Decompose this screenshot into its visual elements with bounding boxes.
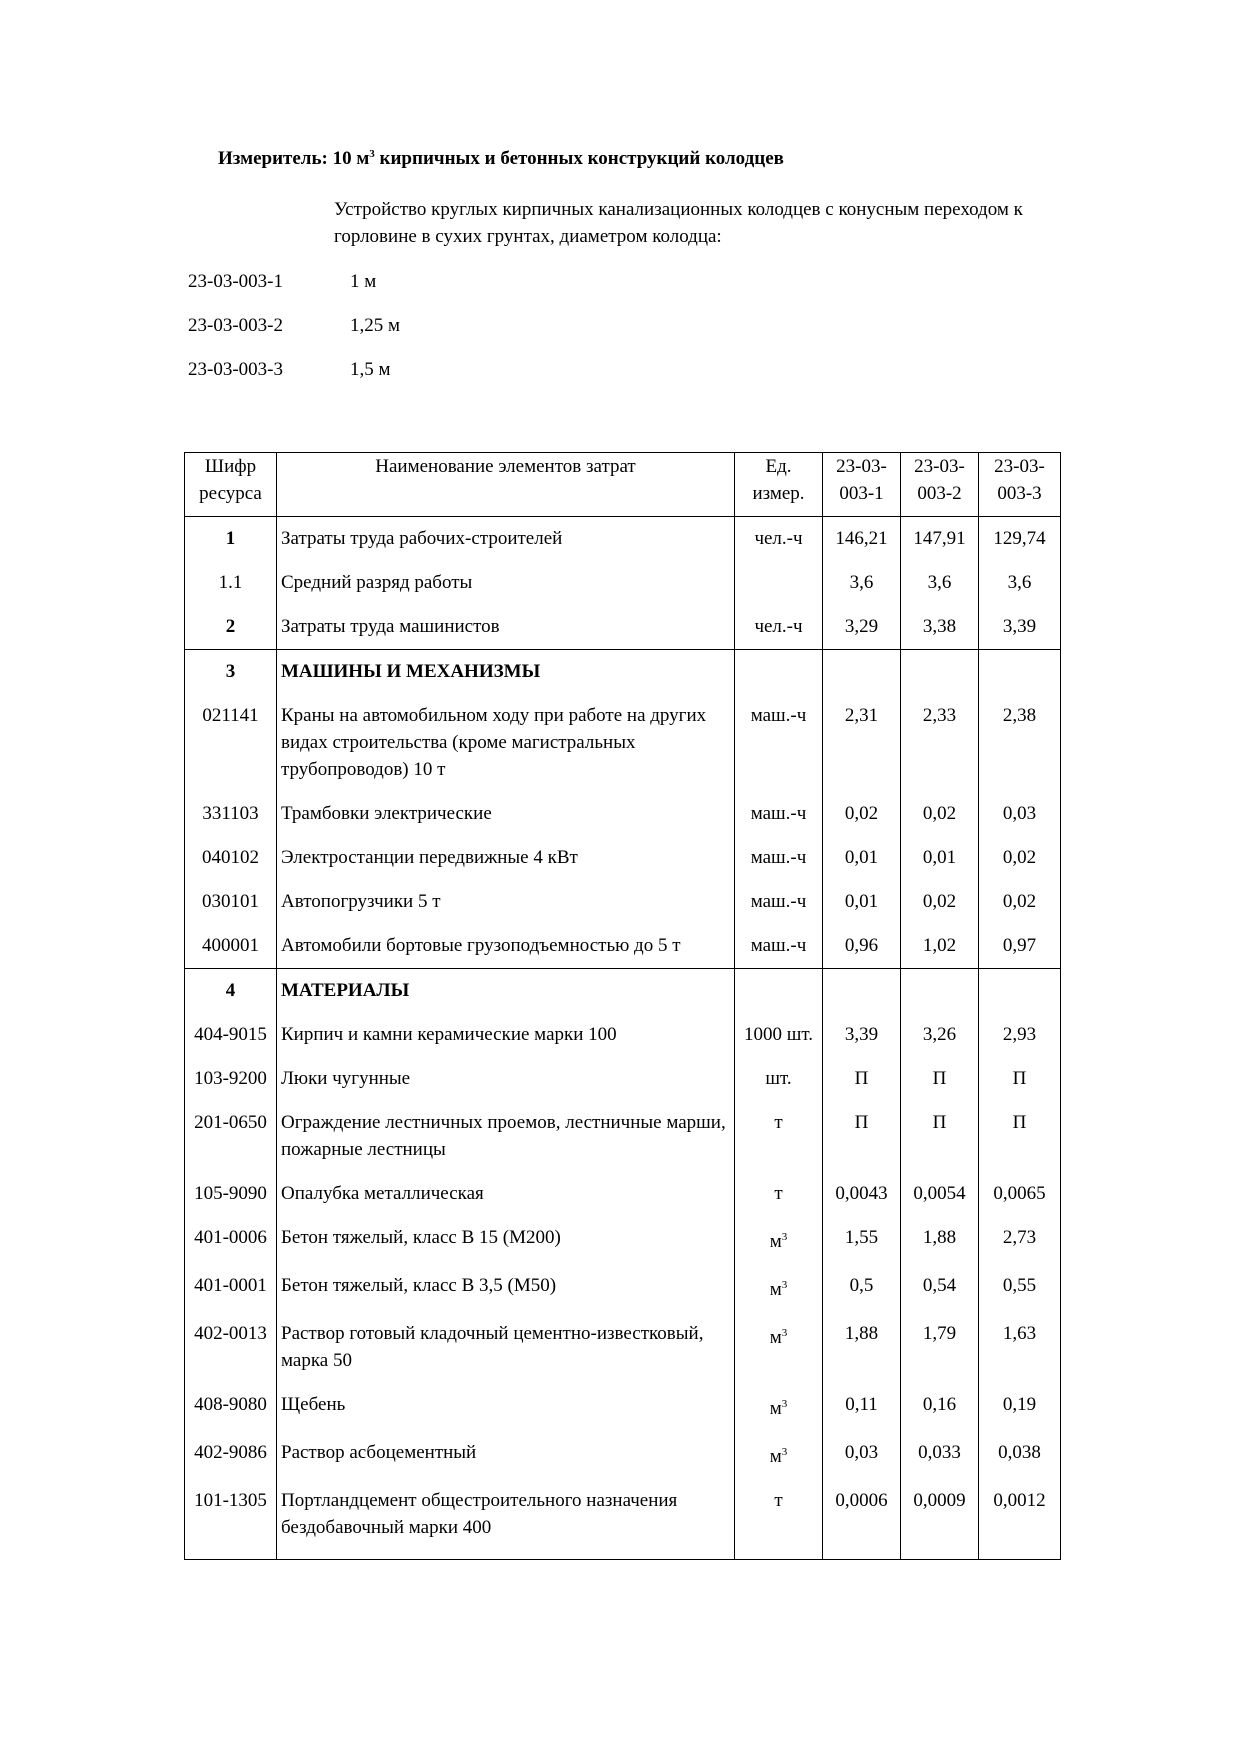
cell-value-2: 1,79 <box>901 1312 979 1383</box>
cell-name: МАШИНЫ И МЕХАНИЗМЫ <box>277 650 735 695</box>
unit-text: м <box>769 1327 782 1348</box>
cell-value-2: 1,88 <box>901 1216 979 1264</box>
cell-value-1: 0,0006 <box>823 1479 901 1560</box>
cell-value-2: П <box>901 1057 979 1101</box>
cell-value-1: П <box>823 1101 901 1172</box>
table-row <box>185 517 1061 562</box>
cell-value-3: 2,38 <box>979 694 1061 792</box>
cell-unit <box>735 1057 823 1101</box>
cell-code: 1 <box>185 517 277 562</box>
cell-name: Электростанции передвижные 4 кВт <box>277 836 735 880</box>
variant-code: 23-03-003-2 <box>188 315 283 336</box>
cell-code: 2 <box>185 605 277 650</box>
cell-name: Краны на автомобильном ходу при работе на других видах строительства (кроме магистральных трубопроводов) 10 т <box>277 694 735 792</box>
cell-value-3: 0,55 <box>979 1264 1061 1312</box>
cell-value-1: 2,31 <box>823 694 901 792</box>
cell-value-1: 1,88 <box>823 1312 901 1383</box>
table-row <box>185 1172 1061 1216</box>
cell-name: Люки чугунные <box>277 1057 735 1101</box>
cell-name: Кирпич и камни керамические марки 100 <box>277 1013 735 1057</box>
unit-text: т <box>774 1183 783 1204</box>
cell-name: Автомобили бортовые грузоподъемностью до 5 т <box>277 924 735 969</box>
cell-value-1: 1,55 <box>823 1216 901 1264</box>
cell-value-3: П <box>979 1057 1061 1101</box>
cell-value-1: 0,01 <box>823 836 901 880</box>
cell-code: 408-9080 <box>185 1383 277 1431</box>
cell-name: Щебень <box>277 1383 735 1431</box>
cell-name: МАТЕРИАЛЫ <box>277 969 735 1014</box>
cell-value-3: 1,63 <box>979 1312 1061 1383</box>
cell-code: 103-9200 <box>185 1057 277 1101</box>
unit-text: маш.-ч <box>750 847 807 868</box>
cell-code: 402-9086 <box>185 1431 277 1479</box>
cell-code: 1.1 <box>185 561 277 605</box>
unit-text: чел.-ч <box>754 616 803 637</box>
cell-value-1: 3,39 <box>823 1013 901 1057</box>
cell-value-2: 0,01 <box>901 836 979 880</box>
cell-value-2: 0,02 <box>901 792 979 836</box>
header-code: Шифр ресурса <box>185 453 277 517</box>
cell-value-2: 3,26 <box>901 1013 979 1057</box>
table-row <box>185 969 1061 1014</box>
measurer-suffix: кирпичных и бетонных конструкций колодцев <box>374 148 784 169</box>
cell-value-3: 0,0065 <box>979 1172 1061 1216</box>
unit-text: м <box>769 1231 782 1252</box>
cell-value-3: 129,74 <box>979 517 1061 562</box>
measurer-title <box>218 148 784 170</box>
cell-value-1: 146,21 <box>823 517 901 562</box>
cell-code: 201-0650 <box>185 1101 277 1172</box>
unit-sup: 3 <box>781 1231 788 1243</box>
cell-value-3: 0,038 <box>979 1431 1061 1479</box>
unit-text: шт. <box>765 1068 792 1089</box>
unit-text: маш.-ч <box>750 803 807 824</box>
cell-unit <box>735 1431 823 1479</box>
cell-unit <box>735 1264 823 1312</box>
cell-unit <box>735 1101 823 1172</box>
table-row <box>185 792 1061 836</box>
table-row <box>185 836 1061 880</box>
cell-code: 404-9015 <box>185 1013 277 1057</box>
variant-value: 1,25 м <box>350 315 401 336</box>
cell-value-3 <box>979 969 1061 1014</box>
unit-sup: 3 <box>781 1398 788 1410</box>
cell-name: Ограждение лестничных проемов, лестничные марши, пожарные лестницы <box>277 1101 735 1172</box>
table-row <box>185 1479 1061 1560</box>
table-row <box>185 1431 1061 1479</box>
cell-name: Бетон тяжелый, класс В 15 (М200) <box>277 1216 735 1264</box>
work-description: Устройство круглых кирпичных канализационных колодцев с конусным переходом к горловине в сухих грунтах, диаметром колодца: <box>334 199 1023 247</box>
cell-value-1: 3,29 <box>823 605 901 650</box>
unit-text: м <box>769 1279 782 1300</box>
cell-value-1: 3,6 <box>823 561 901 605</box>
cell-name: Затраты труда машинистов <box>277 605 735 650</box>
cell-value-1: 0,5 <box>823 1264 901 1312</box>
cell-code: 401-0001 <box>185 1264 277 1312</box>
table-body <box>185 517 1061 1560</box>
table-row <box>185 1312 1061 1383</box>
cell-unit <box>735 517 823 562</box>
unit-text: маш.-ч <box>750 935 807 956</box>
cell-name: Трамбовки электрические <box>277 792 735 836</box>
cell-name: Бетон тяжелый, класс В 3,5 (М50) <box>277 1264 735 1312</box>
cell-value-1: 0,0043 <box>823 1172 901 1216</box>
cell-unit <box>735 650 823 695</box>
cell-value-2: 0,0054 <box>901 1172 979 1216</box>
cell-unit <box>735 1479 823 1560</box>
variant-row <box>188 271 376 293</box>
cell-value-2: 0,16 <box>901 1383 979 1431</box>
cell-value-3: 0,97 <box>979 924 1061 969</box>
table-row <box>185 924 1061 969</box>
cell-unit <box>735 1312 823 1383</box>
cell-code: 402-0013 <box>185 1312 277 1383</box>
cell-code: 040102 <box>185 836 277 880</box>
variant-row <box>188 315 400 337</box>
cell-value-1: 0,96 <box>823 924 901 969</box>
cell-value-2: П <box>901 1101 979 1172</box>
cell-code: 401-0006 <box>185 1216 277 1264</box>
table-row <box>185 1057 1061 1101</box>
cell-unit <box>735 1013 823 1057</box>
cell-name: Средний разряд работы <box>277 561 735 605</box>
cell-value-3: 0,19 <box>979 1383 1061 1431</box>
header-unit: Ед. измер. <box>735 453 823 517</box>
table-row <box>185 1264 1061 1312</box>
cell-value-1: 0,02 <box>823 792 901 836</box>
cell-value-3: 0,0012 <box>979 1479 1061 1560</box>
cell-name: Затраты труда рабочих-строителей <box>277 517 735 562</box>
cell-code: 4 <box>185 969 277 1014</box>
unit-sup: 3 <box>781 1446 788 1458</box>
unit-text: т <box>774 1490 783 1511</box>
cell-unit <box>735 605 823 650</box>
unit-sup: 3 <box>781 1279 788 1291</box>
table-row <box>185 1013 1061 1057</box>
cell-unit <box>735 561 823 605</box>
cell-value-1: 0,03 <box>823 1431 901 1479</box>
variant-code: 23-03-003-1 <box>188 271 283 292</box>
cell-value-1 <box>823 650 901 695</box>
cell-name: Опалубка металлическая <box>277 1172 735 1216</box>
table-row <box>185 605 1061 650</box>
cell-value-1: 0,11 <box>823 1383 901 1431</box>
variant-value: 1 м <box>350 271 377 292</box>
cell-value-2: 3,6 <box>901 561 979 605</box>
cell-value-3: 0,02 <box>979 836 1061 880</box>
cell-unit <box>735 1216 823 1264</box>
cell-value-2 <box>901 650 979 695</box>
unit-sup: 3 <box>781 1327 788 1339</box>
cell-value-2: 0,54 <box>901 1264 979 1312</box>
cell-value-2: 0,033 <box>901 1431 979 1479</box>
cell-name: Автопогрузчики 5 т <box>277 880 735 924</box>
cell-value-2: 0,02 <box>901 880 979 924</box>
cell-unit <box>735 792 823 836</box>
cell-value-2: 0,0009 <box>901 1479 979 1560</box>
variant-value: 1,5 м <box>350 359 391 380</box>
unit-text: чел.-ч <box>754 528 803 549</box>
cell-value-3: 2,93 <box>979 1013 1061 1057</box>
measurer-prefix: Измеритель: 10 м <box>218 148 370 169</box>
cell-code: 021141 <box>185 694 277 792</box>
cell-name: Раствор готовый кладочный цементно-известковый, марка 50 <box>277 1312 735 1383</box>
unit-text: 1000 шт. <box>743 1024 813 1045</box>
cell-name: Раствор асбоцементный <box>277 1431 735 1479</box>
header-col2: 23-03-003-2 <box>901 453 979 517</box>
cell-value-1: 0,01 <box>823 880 901 924</box>
unit-text: маш.-ч <box>750 891 807 912</box>
cell-value-2: 1,02 <box>901 924 979 969</box>
cell-value-1: П <box>823 1057 901 1101</box>
cell-value-3 <box>979 650 1061 695</box>
header-name: Наименование элементов затрат <box>277 453 735 517</box>
cell-unit <box>735 969 823 1014</box>
cell-value-2: 147,91 <box>901 517 979 562</box>
table-row <box>185 694 1061 792</box>
table-row <box>185 561 1061 605</box>
cell-code: 3 <box>185 650 277 695</box>
variant-code: 23-03-003-3 <box>188 359 283 380</box>
cell-value-1 <box>823 969 901 1014</box>
cell-value-3: 3,6 <box>979 561 1061 605</box>
cell-value-3: П <box>979 1101 1061 1172</box>
cell-unit <box>735 880 823 924</box>
table-row <box>185 1101 1061 1172</box>
cell-value-2: 2,33 <box>901 694 979 792</box>
measurer-sup: 3 <box>369 148 375 160</box>
unit-text: м <box>769 1398 782 1419</box>
cell-value-2: 3,38 <box>901 605 979 650</box>
cell-value-3: 3,39 <box>979 605 1061 650</box>
table-row <box>185 1383 1061 1431</box>
cell-unit <box>735 836 823 880</box>
cell-unit <box>735 694 823 792</box>
cell-code: 105-9090 <box>185 1172 277 1216</box>
table-row <box>185 650 1061 695</box>
cell-code: 400001 <box>185 924 277 969</box>
cell-unit <box>735 924 823 969</box>
cell-unit <box>735 1383 823 1431</box>
table-row <box>185 880 1061 924</box>
cell-code: 030101 <box>185 880 277 924</box>
cell-name: Портландцемент общестроительного назначения бездобавочный марки 400 <box>277 1479 735 1560</box>
cell-value-3: 0,02 <box>979 880 1061 924</box>
table-row <box>185 1216 1061 1264</box>
unit-text: т <box>774 1112 783 1133</box>
header-col3: 23-03-003-3 <box>979 453 1061 517</box>
cell-unit <box>735 1172 823 1216</box>
cell-code: 331103 <box>185 792 277 836</box>
cell-value-3: 0,03 <box>979 792 1061 836</box>
cell-value-2 <box>901 969 979 1014</box>
variant-row <box>188 359 391 381</box>
cell-value-3: 2,73 <box>979 1216 1061 1264</box>
unit-text: м <box>769 1446 782 1467</box>
unit-text: маш.-ч <box>750 705 807 726</box>
resources-table <box>184 452 1061 1560</box>
header-col1: 23-03-003-1 <box>823 453 901 517</box>
cell-code: 101-1305 <box>185 1479 277 1560</box>
table-header-row <box>185 453 1061 517</box>
